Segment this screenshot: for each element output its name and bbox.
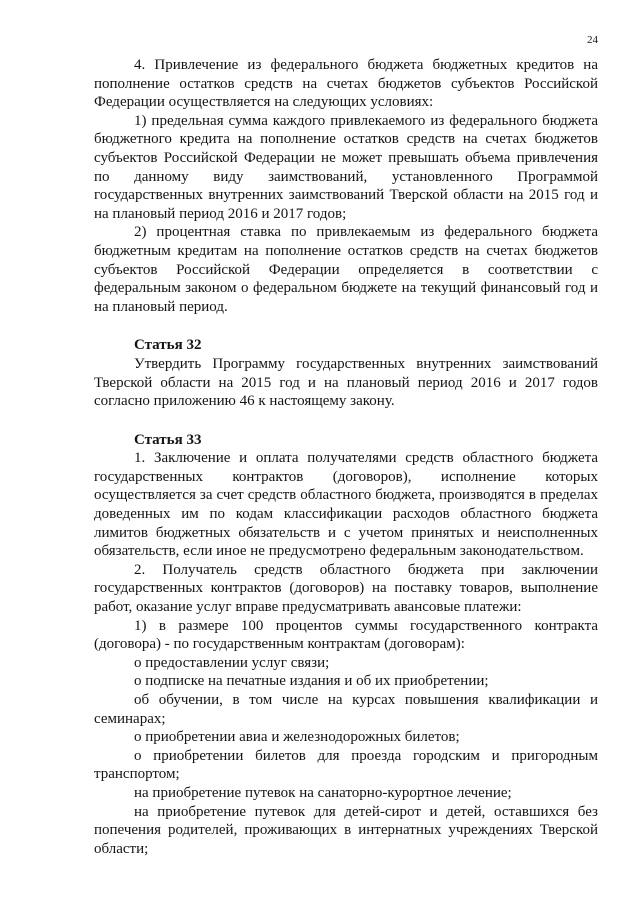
paragraph-4-2: 2) процентная ставка по привлекаемым из федерального бюджета бюджетным кредитам на пополнение остатков средств на счетах бюджетов субъектов Российской Федерации определяется в соответствии с федеральным законом о федеральном бюджете на текущий финансовый год и на плановый период. bbox=[94, 224, 598, 315]
article-33-paragraph-2: 2. Получатель средств областного бюджета при заключении государственных контрактов (договоров) на поставку товаров, выполнение работ, оказание услуг вправе предусматривать авансовые платежи: bbox=[94, 561, 598, 616]
paragraph-4-1: 1) предельная сумма каждого привлекаемого из федерального бюджета бюджетного кредита на пополнение остатков средств на счетах бюджетов субъектов Российской Федерации не может превышать объема привлечения по данному виду заимствований, установленного Программой государственных внутренних заимствований Тверской области на 2015 год и на плановый период 2016 и 2017 годов; bbox=[94, 112, 598, 222]
list-item: о подписке на печатные издания и об их приобретении; bbox=[134, 673, 489, 690]
list-item: на приобретение путевок на санаторно-курортное лечение; bbox=[134, 784, 512, 801]
article-33-title: Статья 33 bbox=[134, 431, 202, 448]
list-item: о приобретении билетов для проезда городским и пригородным транспортом; bbox=[94, 747, 598, 783]
article-33-paragraph-2-1: 1) в размере 100 процентов суммы государственного контракта (договора) - по государственным контрактам (договорам): bbox=[94, 617, 598, 653]
article-32-title: Статья 32 bbox=[134, 337, 202, 354]
article-33-paragraph-1: 1. Заключение и оплата получателями средств областного бюджета государственных контрактов (договоров), исполнение которых осуществляется за счет средств областного бюджета, производятся в пределах доведенных им по кодам классификации расходов областного бюджета лимитов бюджетных обязательств и с учетом принятых и неисполненных обязательств, если иное не предусмотрено федеральным законодательством. bbox=[94, 450, 598, 560]
article-32-text: Утвердить Программу государственных внутренних заимствований Тверской области на 2015 год и на плановый период 2016 и 2017 годов согласно приложению 46 к настоящему закону. bbox=[94, 355, 598, 410]
page-number: 24 bbox=[587, 34, 598, 46]
list-item: на приобретение путевок для детей-сирот и детей, оставшихся без попечения родителей, проживающих в интернатных учреждениях Тверской области; bbox=[94, 803, 598, 857]
list-item: об обучении, в том числе на курсах повышения квалификации и семинарах; bbox=[94, 692, 598, 727]
paragraph-4: 4. Привлечение из федерального бюджета бюджетных кредитов на пополнение остатков средств на счетах бюджетов субъектов Российской Федерации осуществляется на следующих условиях: bbox=[94, 57, 598, 111]
list-item: о предоставлении услуг связи; bbox=[134, 654, 330, 671]
document-body bbox=[94, 56, 598, 858]
list-item: о приобретении авиа и железнодорожных билетов; bbox=[134, 729, 460, 746]
